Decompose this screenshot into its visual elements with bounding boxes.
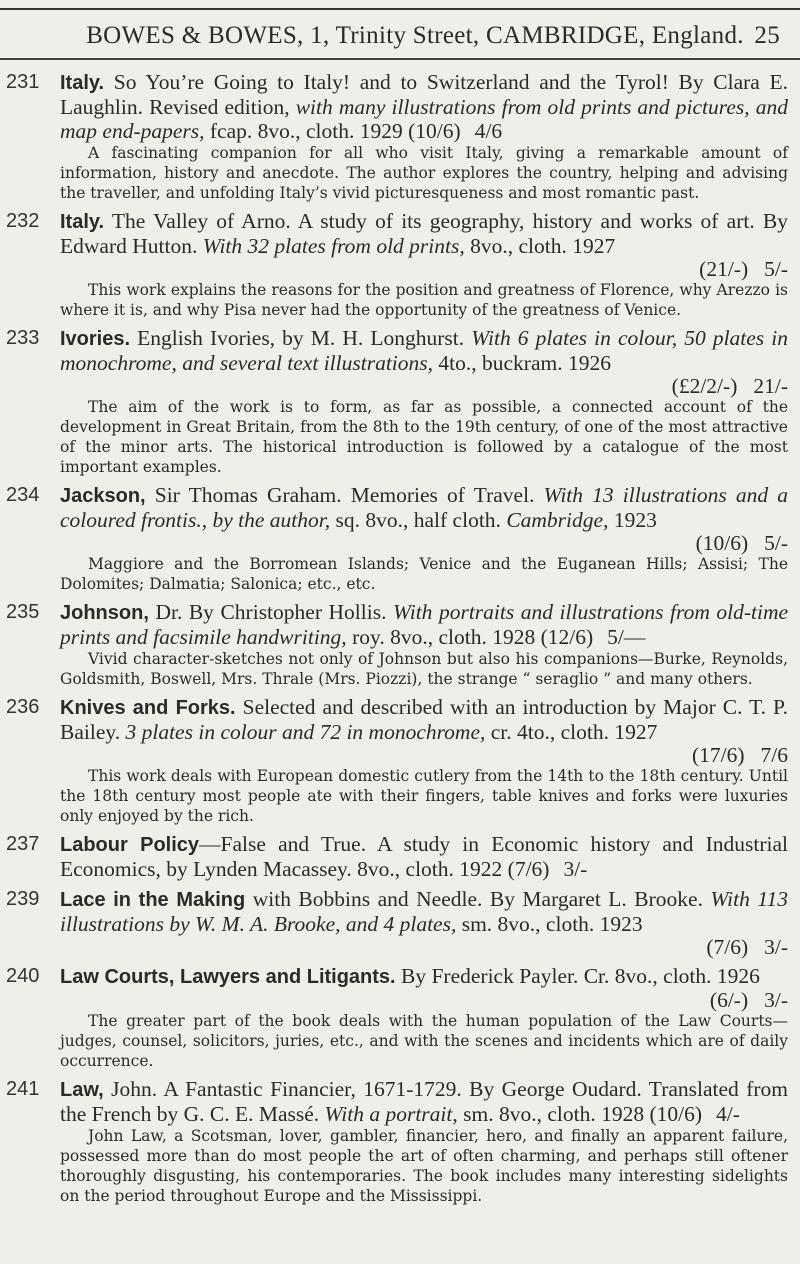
catalogue-entries [0, 70, 788, 1212]
entry-title: So You’re Going to Italy! and to Switzerland and the Tyrol! By Clara E. Laughlin. Revised edition, [60, 70, 789, 119]
entry-title-italic: With 113 illustrations by W. M. A. Brooke, and 4 plates, [60, 887, 789, 936]
entry-price: 3/- [563, 857, 588, 881]
entry-headword: Johnson, [60, 602, 149, 624]
entry-citation [60, 326, 788, 375]
entry-original-price: (6/-) [709, 988, 749, 1012]
entry-details: 8vo., cloth. 1927 [470, 234, 616, 258]
entry-citation [60, 1077, 788, 1126]
entry-price: 3/- [764, 935, 788, 959]
entry-citation [60, 887, 788, 936]
catalogue-entry [0, 600, 788, 689]
entry-title: Sir Thomas Graham. Memories of Travel. [154, 483, 535, 507]
entry-price: 3/- [764, 988, 788, 1012]
entry-headword: Knives and Forks. [60, 697, 236, 719]
entry-number: 241 [6, 1078, 40, 1100]
entry-title-italic: With 6 plates in colour, 50 plates in monochrome, and several text illustrations, [60, 326, 789, 375]
entry-description: Maggiore and the Borromean Islands; Venice and the Euganean Hills; Assisi; The Dolomites; Dalmatia; Salonica; etc., etc. [60, 555, 788, 593]
catalogue-entry [0, 964, 788, 1071]
catalogue-entry [0, 483, 788, 594]
entry-title: —False and True. A study in Economic history and Industrial Economics, by Lynden Macassey. [60, 832, 788, 881]
entry-title: Selected and described with an introduction by Major C. T. P. Bailey. [60, 695, 789, 744]
entry-title-italic: With portraits and illustrations from old-time prints and facsimile handwriting, [60, 600, 789, 649]
catalogue-entry [0, 1077, 788, 1206]
entry-price: 5/- [764, 257, 788, 281]
entry-title: The Valley of Arno. A study of its geography, history and works of art. By Edward Hutton. [60, 209, 788, 258]
catalogue-entry [0, 209, 788, 320]
entry-price-line [60, 936, 788, 958]
entry-number: 239 [6, 888, 40, 910]
entry-citation [60, 695, 788, 744]
entry-number: 231 [6, 71, 40, 93]
entry-headword: Labour Policy [60, 834, 200, 856]
entry-description: John Law, a Scotsman, lover, gambler, financier, hero, and finally an apparent failure, possessed more than do most people the art of often charming, and perhaps still oftener thoroughly disgusting, his contemporaries. The book includes many interesting sidelights on the period throughout Europe and the Mississippi. [60, 1127, 788, 1205]
entry-title: English Ivories, by M. H. Longhurst. [137, 326, 465, 350]
entry-citation [60, 209, 788, 258]
entry-headword: Lace in the Making [60, 889, 246, 911]
entry-description: A fascinating companion for all who visit Italy, giving a remarkable amount of information, history and anecdote. The author explores the country, helping and advising the traveller, and unfolding Italy’s vivid picturesqueness and most romantic past. [60, 144, 788, 202]
entry-details: 4to., buckram. 1926 [438, 351, 611, 375]
entry-title-italic: with many illustrations from old prints and pictures, and map end-papers, [60, 95, 789, 143]
entry-details: cr. 4to., cloth. 1927 [490, 720, 658, 744]
entry-title-italic: With 13 illustrations and a coloured frontis., by the author, [60, 483, 789, 532]
entry-title: By Frederick Payler. [401, 964, 579, 988]
entry-original-price: (17/6) [691, 743, 745, 767]
entry-original-price: (21/-) [699, 257, 749, 281]
entry-original-price: (10/6) [408, 119, 461, 143]
entry-title: with Bobbins and Needle. By Margaret L. Brooke. [252, 887, 703, 911]
entry-number: 232 [6, 210, 40, 232]
entry-description: The greater part of the book deals with the human population of the Law Courts—judges, counsel, solicitors, juries, etc., and with the scenes and incidents which are of daily occurrence. [60, 1012, 788, 1070]
entry-number: 233 [6, 327, 40, 349]
entry-title-italic: With a portrait, [324, 1102, 458, 1126]
entry-details: 8vo., cloth. 1922 [357, 857, 503, 881]
entry-title: John. A Fantastic Financier, 1671-1729. By George Oudard. Translated from the French by G. C. E. Massé. [60, 1077, 788, 1126]
entry-details: sm. 8vo., cloth. 1928 [463, 1102, 645, 1126]
entry-original-price: (12/6) [540, 625, 594, 649]
entry-title: Dr. By Christopher Hollis. [155, 600, 387, 624]
entry-price-line [60, 258, 788, 280]
entry-number: 236 [6, 696, 40, 718]
entry-headword: Italy. [60, 211, 105, 233]
entry-year: 1923 [613, 508, 657, 532]
entry-number: 237 [6, 833, 40, 855]
entry-price: 4/- [716, 1102, 740, 1126]
catalogue-entry [0, 326, 788, 477]
entry-headword: Italy. [60, 72, 105, 94]
entry-price: 5/— [607, 625, 646, 649]
entry-original-price: (£2/2/-) [671, 374, 738, 398]
entry-price: 4/6 [474, 119, 503, 143]
entry-title-italic: 3 plates in colour and 72 in monochrome, [125, 720, 486, 744]
entry-details: fcap. 8vo., cloth. 1929 [209, 119, 403, 143]
entry-number: 235 [6, 601, 40, 623]
entry-price: 21/- [753, 374, 788, 398]
entry-price-line [60, 375, 788, 397]
entry-original-price: (7/6) [706, 935, 749, 959]
catalogue-entry [0, 70, 788, 203]
entry-citation [60, 70, 788, 143]
entry-original-price: (7/6) [507, 857, 550, 881]
entry-original-price: (10/6) [649, 1102, 702, 1126]
entry-details: sq. 8vo., half cloth. [335, 508, 501, 532]
entry-title-italic: With 32 plates from old prints, [202, 234, 465, 258]
top-rule [0, 8, 800, 10]
entry-citation [60, 964, 788, 989]
catalogue-entry [0, 695, 788, 826]
header-rule [0, 58, 800, 60]
entry-price-line [60, 532, 788, 554]
entry-details: sm. 8vo., cloth. 1923 [461, 912, 643, 936]
page-number: 25 [754, 22, 780, 49]
entry-imprint: Cambridge, [506, 508, 609, 532]
entry-number: 234 [6, 484, 40, 506]
entry-price: 7/6 [760, 743, 788, 767]
entry-citation [60, 832, 788, 881]
entry-price-line [60, 744, 788, 766]
publisher-line: BOWES & BOWES, 1, Trinity Street, CAMBRIDGE, England. [86, 22, 744, 49]
entry-citation [60, 600, 788, 649]
entry-description: This work explains the reasons for the position and greatness of Florence, why Arezzo is where it is, and why Pisa never had the opportunity of the greatness of Venice. [60, 281, 788, 319]
catalogue-entry [0, 832, 788, 881]
entry-price: 5/- [764, 531, 788, 555]
entry-citation [60, 483, 788, 532]
entry-headword: Law Courts, Lawyers and Litigants. [60, 966, 396, 988]
entry-description: The aim of the work is to form, as far as possible, a connected account of the development in Great Britain, from the 8th to the 19th century, of one of the most attractive of the minor arts. The historical introduction is followed by a catalogue of the most important examples. [60, 398, 788, 476]
entry-description: Vivid character-sketches not only of Johnson but also his companions—Burke, Reynolds, Goldsmith, Boswell, Mrs. Thrale (Mrs. Piozzi), the strange “ seraglio ” and many others. [60, 650, 788, 688]
entry-details: roy. 8vo., cloth. 1928 [352, 625, 536, 649]
entry-headword: Ivories. [60, 328, 131, 350]
entry-original-price: (10/6) [695, 531, 749, 555]
entry-details: Cr. 8vo., cloth. 1926 [583, 964, 760, 988]
entry-price-line [60, 989, 788, 1011]
entry-headword: Law, [60, 1079, 104, 1101]
entry-description: This work deals with European domestic cutlery from the 14th to the 18th century. Until the 18th century most people ate with their fingers, table knives and forks were luxuries only enjoyed by the rich. [60, 767, 788, 825]
entry-headword: Jackson, [60, 485, 146, 507]
page-header [0, 16, 800, 56]
entry-number: 240 [6, 965, 40, 987]
catalogue-entry [0, 887, 788, 958]
